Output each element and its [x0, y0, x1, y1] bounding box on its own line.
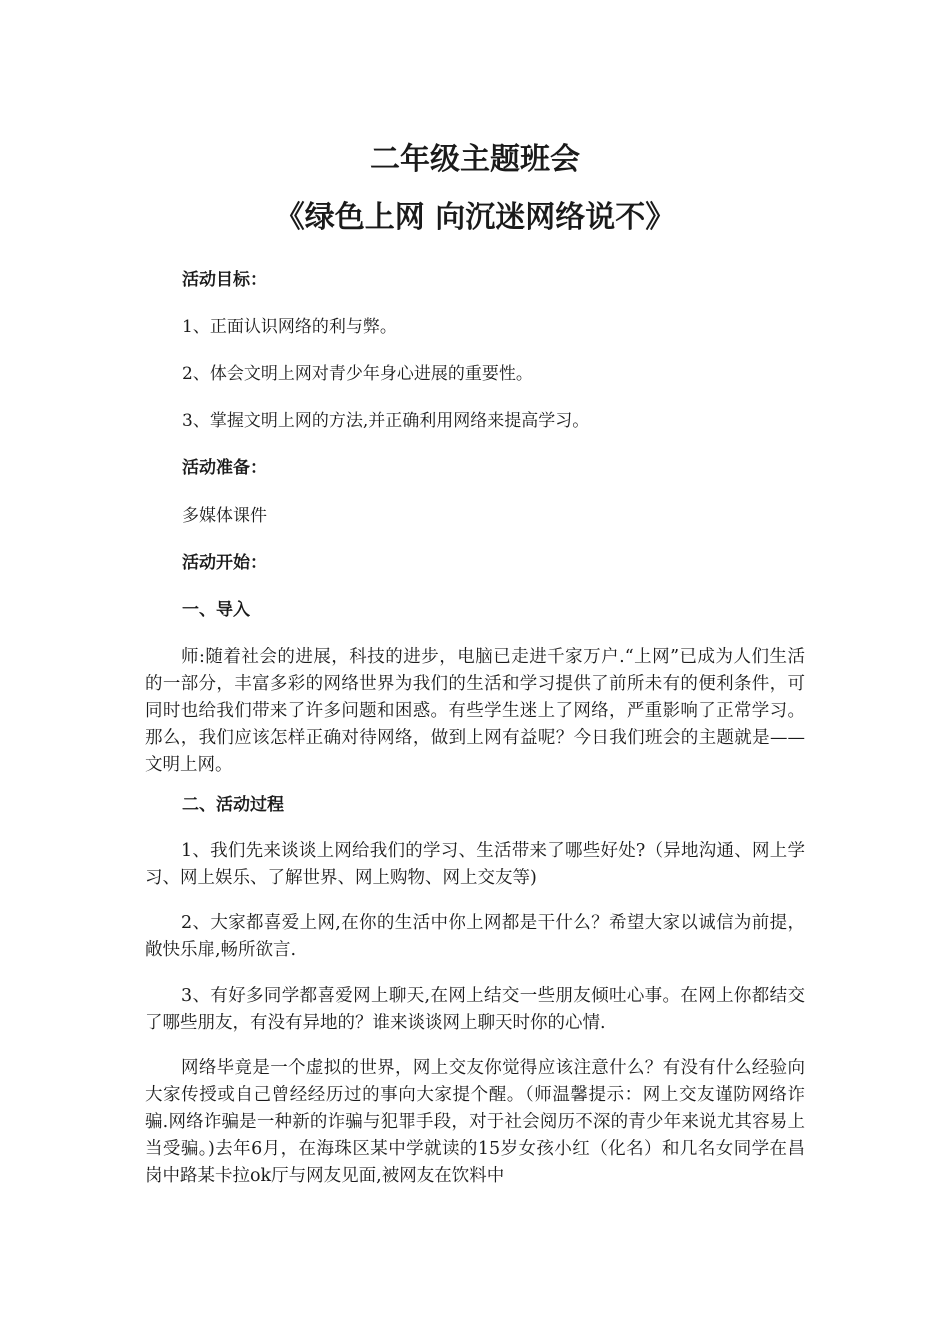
section1-paragraph: 师:随着社会的进展，科技的进步，电脑已走进千家万户.“上网”已成为人们生活的一部分，丰富多彩的网络世界为我们的生活和学习提供了前所未有的便利条件，可同时也给我们带来了许多问题和困惑。有些学生迷上了网络，严重影响了正常学习。那么，我们应该怎样正确对待网络，做到上网有益呢？今日我们班会的主题就是——文明上网。 — [145, 647, 805, 775]
goal-item: 3、掌握文明上网的方法,并正确利用网络来提高学习。 — [182, 411, 590, 431]
goals-heading: 活动目标： — [182, 270, 267, 290]
goal-item: 1、正面认识网络的利与弊。 — [182, 317, 397, 337]
section2-heading: 二、活动过程 — [182, 795, 284, 815]
start-heading: 活动开始： — [182, 553, 267, 573]
prep-heading: 活动准备： — [182, 458, 267, 478]
document-subtitle: 《绿色上网 向沉迷网络说不》 — [274, 200, 676, 235]
section2-paragraph: 网络毕竟是一个虚拟的世界，网上交友你觉得应该注意什么？有没有什么经验向大家传授或自己曾经经历过的事向大家提个醒。（师温馨提示：网上交友谨防网络诈骗.网络诈骗是一种新的诈骗与犯罪手段，对于社会阅历不深的青少年来说尤其容易上当受骗。)去年6月，在海珠区某中学就读的15岁女孩小红（化名）和几名女同学在昌岗中路某卡拉ok厅与网友见面,被网友在饮料中 — [145, 1058, 805, 1186]
goal-item: 2、体会文明上网对青少年身心进展的重要性。 — [182, 364, 533, 384]
section2-paragraph: 3、有好多同学都喜爱网上聊天,在网上结交一些朋友倾吐心事。在网上你都结交了哪些朋友，有没有异地的？谁来谈谈网上聊天时你的心情. — [145, 986, 805, 1033]
section2-paragraph: 1、我们先来谈谈上网给我们的学习、生活带来了哪些好处?（异地沟通、网上学习、网上娱乐、了解世界、网上购物、网上交友等) — [145, 841, 805, 888]
section2-paragraph: 2、大家都喜爱上网,在你的生活中你上网都是干什么？希望大家以诚信为前提，敞快乐扉,畅所欲言. — [145, 913, 805, 960]
document-title: 二年级主题班会 — [370, 142, 580, 177]
prep-text: 多媒体课件 — [182, 506, 267, 526]
section1-heading: 一、导入 — [182, 600, 250, 620]
